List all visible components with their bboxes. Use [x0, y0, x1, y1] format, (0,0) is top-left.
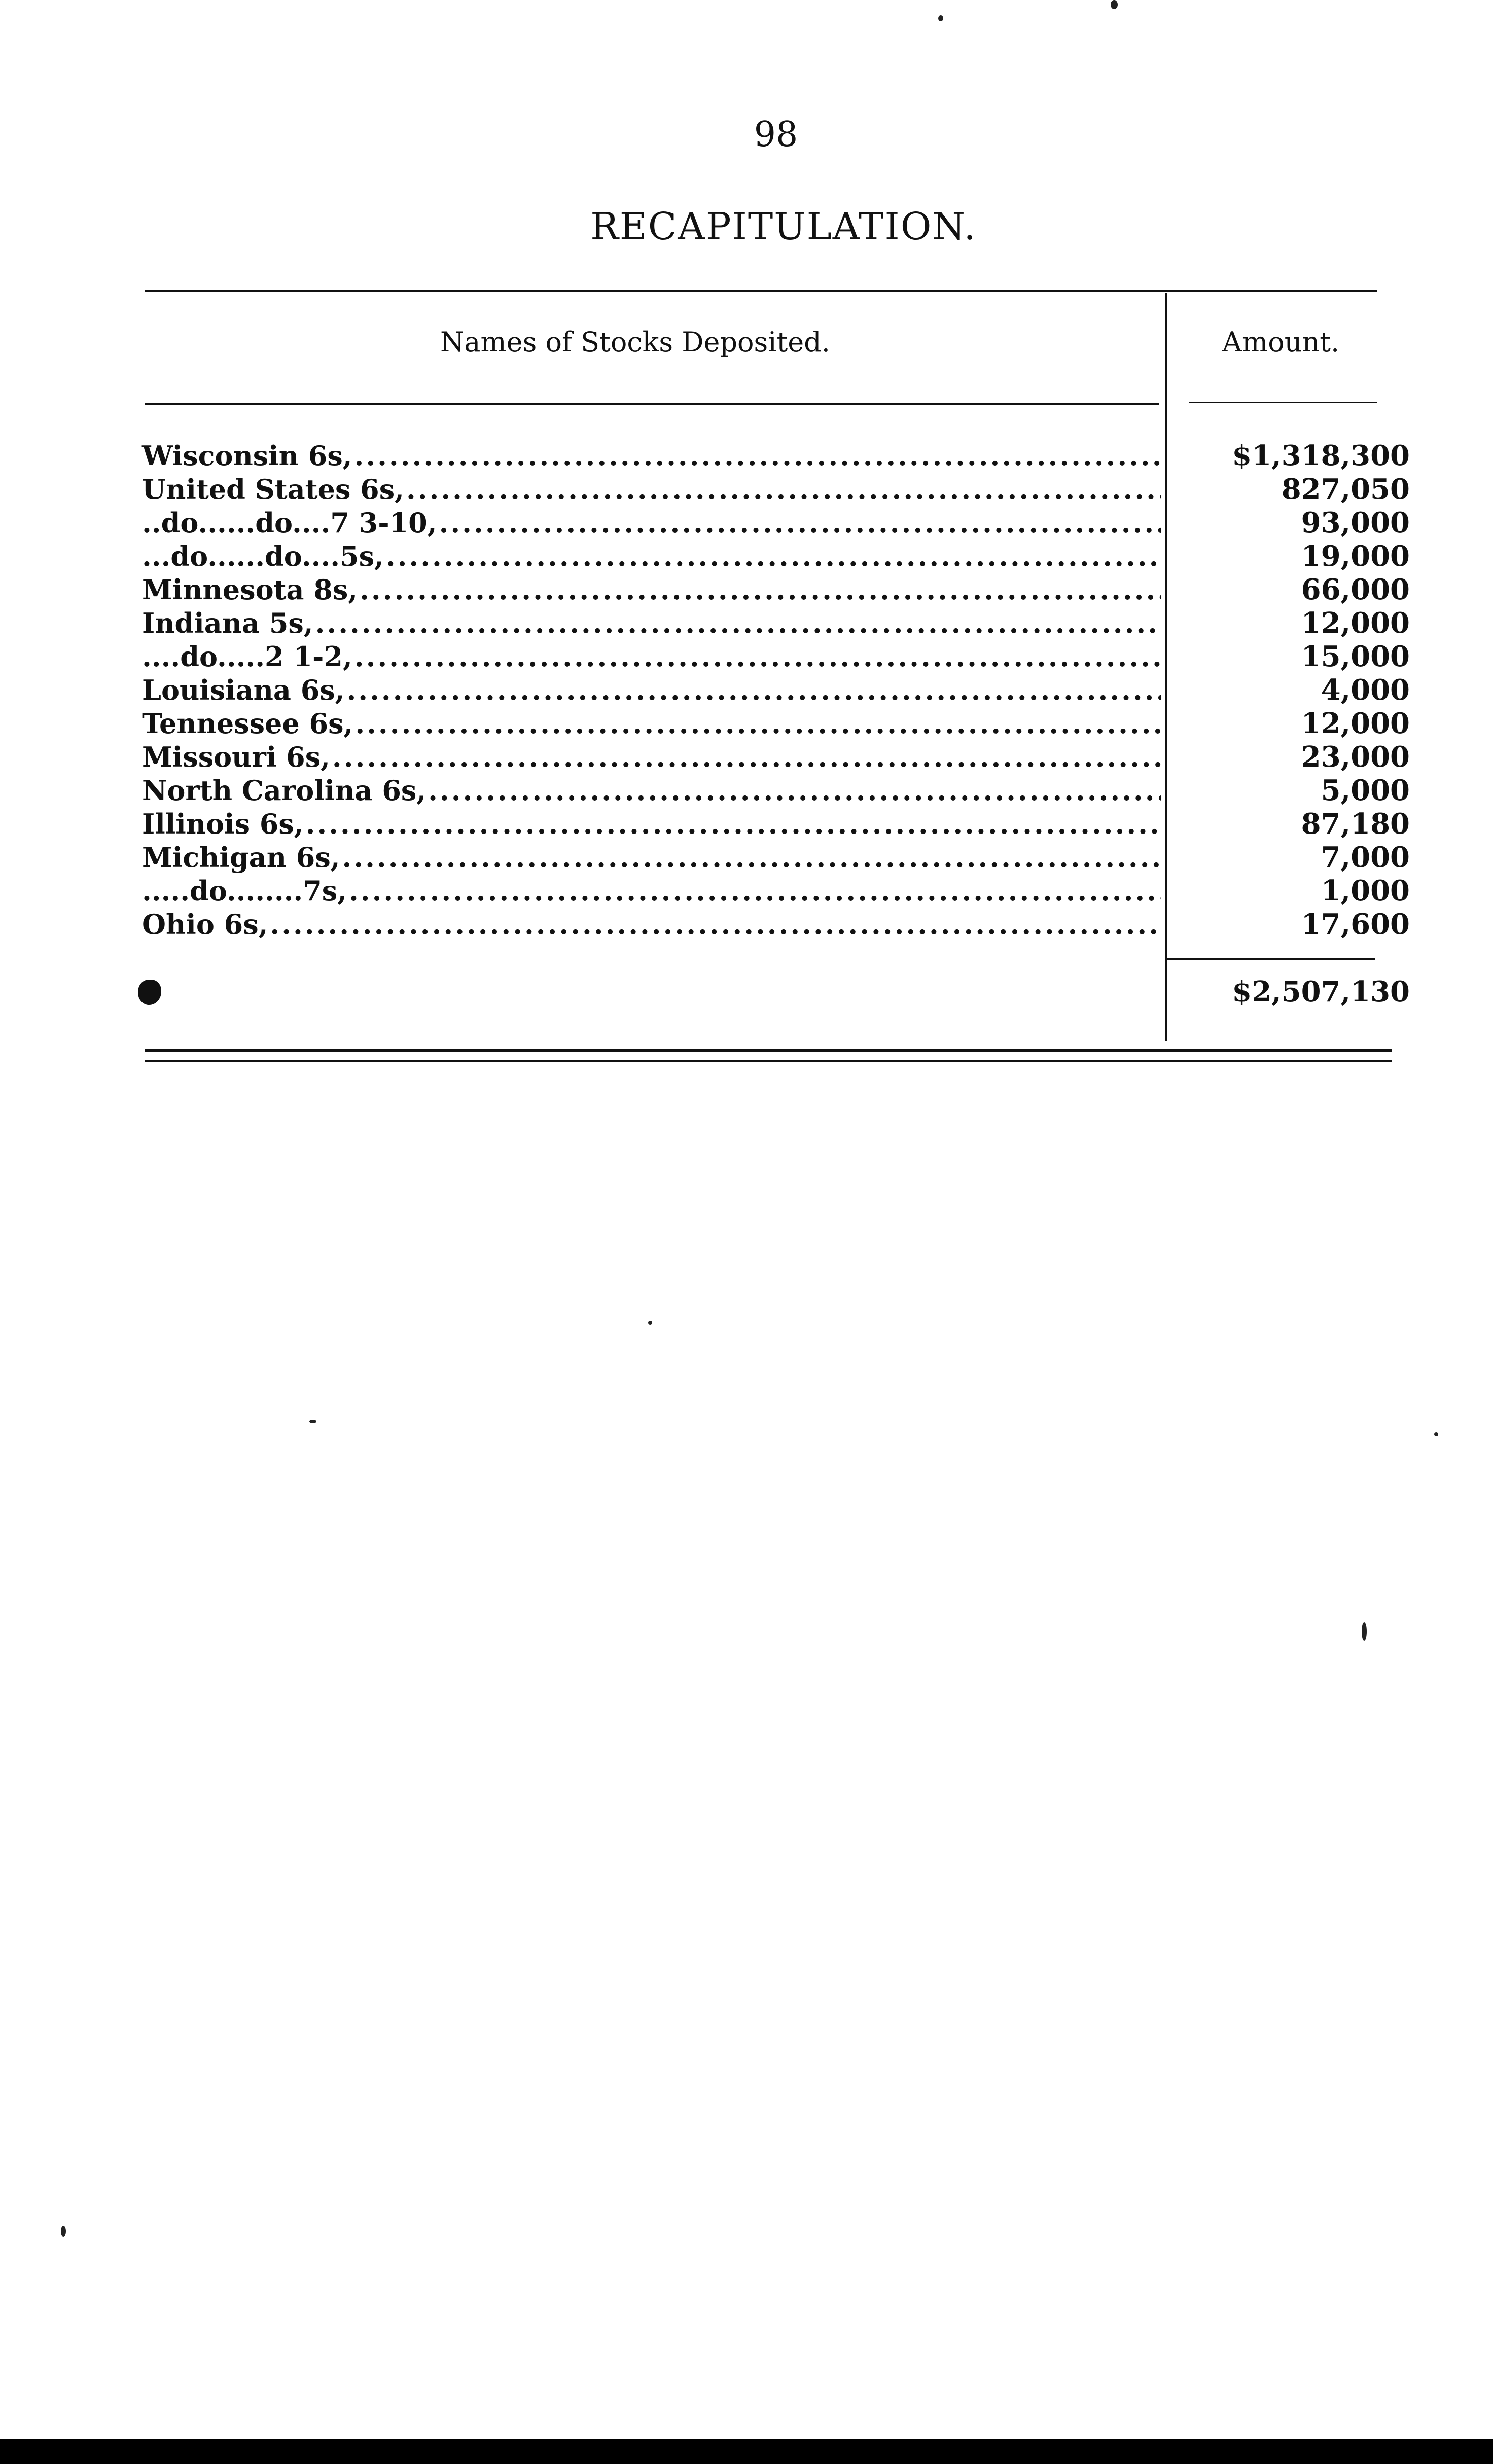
ink-speck [309, 1420, 316, 1423]
stock-name: Michigan 6s, [142, 841, 340, 874]
ink-speck [938, 15, 943, 21]
ink-speck [648, 1321, 652, 1325]
dot-leader [406, 473, 1161, 506]
dot-leader [360, 573, 1161, 606]
stock-name: United States 6s, [142, 473, 404, 505]
amount-cell: 15,000 [1301, 640, 1410, 673]
stock-name: Indiana 5s, [142, 607, 313, 639]
stock-name: ...do......do....5s, [142, 540, 384, 572]
ink-blot [138, 980, 161, 1005]
amount-cell: 93,000 [1301, 506, 1410, 539]
amount-cell: 12,000 [1301, 707, 1410, 740]
table-row [142, 774, 1161, 807]
amount-cell: 23,000 [1301, 740, 1410, 774]
dot-leader [270, 908, 1161, 941]
amount-cell: 87,180 [1301, 807, 1410, 841]
stock-name: Ohio 6s, [142, 908, 268, 940]
table-row [142, 807, 1161, 841]
table-bottom-rule [145, 1049, 1392, 1052]
dot-leader [315, 606, 1161, 640]
stock-name: Tennessee 6s, [142, 707, 353, 740]
total-rule [1167, 958, 1375, 960]
amount-cell: 17,600 [1301, 908, 1410, 941]
table-row [142, 506, 1161, 539]
total-amount: $2,507,130 [1232, 975, 1410, 1008]
table-row [142, 439, 1161, 473]
dot-leader [342, 841, 1161, 874]
dot-leader [306, 807, 1161, 841]
dot-leader [439, 506, 1161, 539]
ink-speck [61, 2226, 66, 2237]
amount-cell: 1,000 [1321, 874, 1410, 908]
stock-name: Wisconsin 6s, [142, 440, 352, 472]
scan-edge-band [0, 2439, 1493, 2464]
table-row [142, 707, 1161, 740]
stock-name: Louisiana 6s, [142, 674, 345, 706]
table-row [142, 908, 1161, 941]
table-top-rule [145, 290, 1377, 292]
stock-name: .....do........7s, [142, 875, 347, 907]
page-number: 98 [754, 115, 798, 155]
ink-speck [1111, 0, 1118, 9]
amount-cell: 827,050 [1281, 473, 1410, 506]
amounts-list [1177, 439, 1410, 941]
amount-cell: 4,000 [1321, 673, 1410, 707]
stock-name: Minnesota 8s, [142, 573, 358, 606]
amount-cell: 12,000 [1301, 606, 1410, 640]
table-bottom-rule-double [145, 1060, 1392, 1062]
stock-name: North Carolina 6s, [142, 774, 426, 807]
dot-leader [354, 640, 1161, 673]
dot-leader [428, 774, 1161, 807]
dot-leader [349, 874, 1161, 908]
amount-cell: 66,000 [1301, 573, 1410, 606]
table-row [142, 473, 1161, 506]
dot-leader [354, 439, 1161, 473]
table-row [142, 573, 1161, 606]
stock-name: ..do......do....7 3-10, [142, 506, 437, 539]
ink-speck [1362, 1622, 1367, 1641]
ink-speck [1434, 1432, 1438, 1436]
stock-names-list [142, 439, 1161, 941]
table-row [142, 874, 1161, 908]
table-row [142, 640, 1161, 673]
column-divider [1165, 293, 1167, 1041]
column-header-names: Names of Stocks Deposited. [440, 326, 830, 358]
header-rule-names [145, 403, 1159, 405]
page-title: RECAPITULATION. [590, 205, 977, 248]
amount-cell: $1,318,300 [1232, 439, 1410, 473]
header-rule-amount [1189, 402, 1377, 403]
table-row [142, 606, 1161, 640]
stock-name: Illinois 6s, [142, 808, 304, 840]
dot-leader [347, 673, 1162, 707]
table-row [142, 740, 1161, 774]
table-row [142, 673, 1161, 707]
dot-leader [355, 707, 1161, 740]
dot-leader [332, 740, 1161, 774]
amount-cell: 5,000 [1321, 774, 1410, 807]
amount-cell: 19,000 [1301, 539, 1410, 573]
stock-name: Missouri 6s, [142, 741, 330, 773]
amount-cell: 7,000 [1321, 841, 1410, 874]
dot-leader [386, 539, 1161, 573]
column-header-amount: Amount. [1222, 326, 1340, 358]
stock-name: ....do.....2 1-2, [142, 640, 352, 673]
table-row [142, 841, 1161, 874]
table-row [142, 539, 1161, 573]
